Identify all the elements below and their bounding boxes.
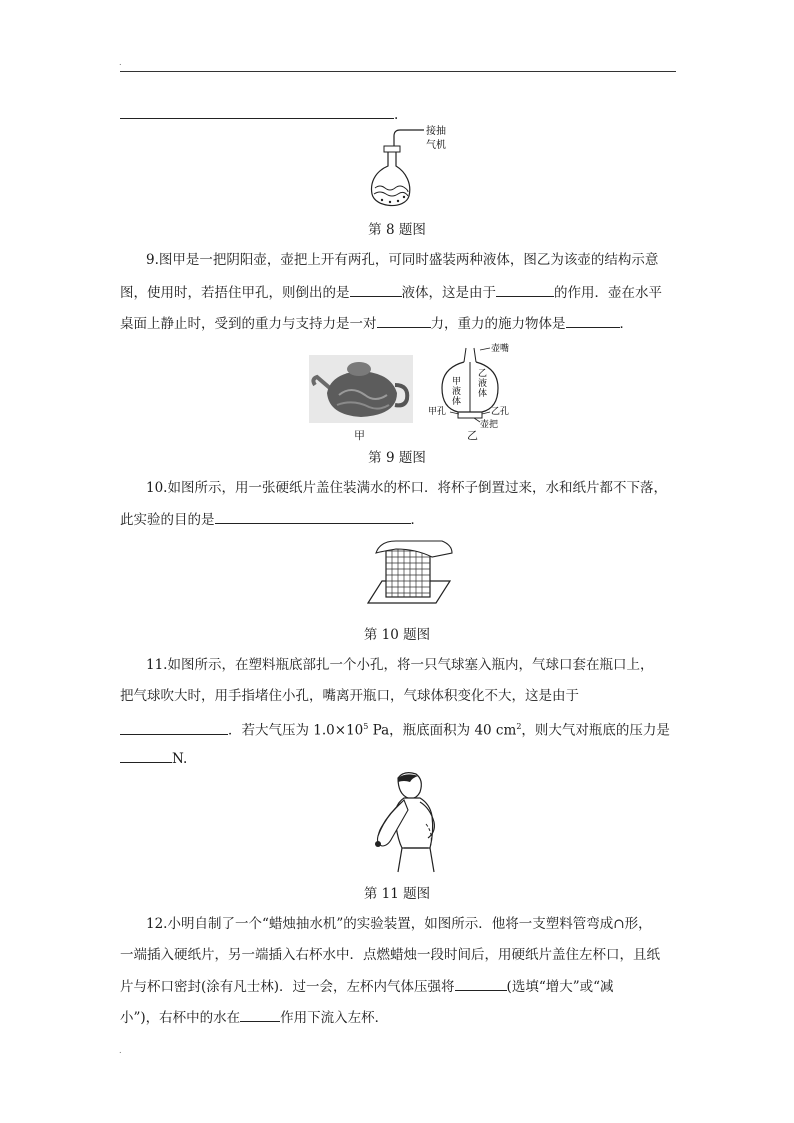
q10-line-2: 此实验的目的是 ． bbox=[120, 509, 424, 530]
q8-end-punct: . bbox=[394, 107, 399, 123]
label-jia-hole: 甲孔 bbox=[428, 407, 447, 417]
q12-blank-1 bbox=[455, 976, 507, 991]
q11-boy-figure bbox=[368, 768, 448, 878]
spout-lines bbox=[464, 348, 476, 362]
svg-text:液: 液 bbox=[478, 379, 488, 389]
q8-label-connect: 接抽 bbox=[426, 126, 446, 137]
q9-line-3: 桌面上静止时，受到的重力与支持力是一对 力，重力的施力物体是 ． bbox=[120, 313, 633, 334]
q9-line-2: 图，使用时，若捂住甲孔，则倒出的是 液体，这是由于 的作用．壶在水平 bbox=[120, 282, 662, 303]
q10-line-1: 10.如图所示，用一张硬纸片盖住装满水的杯口．将杯子倒置过来，水和纸片都不下落， bbox=[146, 480, 667, 496]
flask-tube bbox=[394, 130, 424, 146]
q12-line-3: 片与杯口密封(涂有凡士林)．过一会，左杯内气体压强将 (选填“增大”或“减 bbox=[120, 976, 614, 997]
q10-caption: 第 10 题图 bbox=[363, 627, 431, 643]
q9-blank-1 bbox=[350, 282, 402, 297]
q8-flask-figure bbox=[360, 122, 460, 214]
label-yi-hole: 乙孔 bbox=[491, 407, 510, 417]
teapot-lid bbox=[347, 362, 371, 376]
water-wave bbox=[374, 192, 408, 196]
q9-structure-diagram bbox=[428, 336, 518, 436]
q8-caption: 第 8 题图 bbox=[368, 222, 426, 238]
q11-line-2: 把气球吹大时，用手指堵住小孔，嘴离开瓶口，气球体积变化不大，这是由于 bbox=[120, 688, 579, 704]
q12-blank-2 bbox=[240, 1007, 280, 1022]
q11-blank-2 bbox=[120, 748, 172, 763]
header-rule bbox=[120, 71, 676, 72]
footer-mark: . bbox=[119, 1046, 122, 1055]
bottle-hole bbox=[375, 841, 381, 847]
q11-caption: 第 11 题图 bbox=[363, 886, 431, 902]
label-handle: 壶把 bbox=[480, 420, 499, 430]
svg-text:体: 体 bbox=[478, 389, 488, 399]
q9-blank-4 bbox=[566, 313, 620, 328]
q12-line-2: 一端插入硬纸片，另一端插入右杯水中．点燃蜡烛一段时间后，用硬纸片盖住左杯口，且纸 bbox=[120, 947, 660, 963]
handle-base bbox=[458, 412, 482, 418]
q12-line-1: 12.小明自制了一个“蜡烛抽水机”的实验装置，如图所示．他将一支塑料管弯成∩形， bbox=[146, 916, 652, 932]
q11-blank-1 bbox=[120, 720, 228, 735]
q11-line-4: N. bbox=[120, 748, 187, 769]
q8-answer-line bbox=[120, 104, 398, 125]
q9-line-1: 9.图甲是一把阴阳壶，壶把上开有两孔，可同时盛装两种液体，图乙为该壶的结构示意 bbox=[146, 252, 659, 268]
q8-blank bbox=[120, 104, 394, 119]
header-mark: . bbox=[119, 58, 122, 67]
q9-caption: 第 9 题图 bbox=[368, 450, 426, 466]
svg-text:液: 液 bbox=[452, 387, 462, 397]
svg-text:体: 体 bbox=[452, 397, 462, 407]
q9-teapot-photo bbox=[309, 355, 413, 423]
q10-blank bbox=[215, 509, 411, 524]
label-spout: 壶嘴 bbox=[491, 344, 510, 354]
q11-line-3: ．若大气压为 $1.0\times 10^5$ Pa，瓶底面积为 40 $cm^2$，则大气对瓶底的压力是 bbox=[120, 717, 670, 741]
q9-fig-jia-label: 甲 bbox=[354, 429, 365, 442]
flask-stopper bbox=[384, 146, 400, 152]
q11-line-1: 11.如图所示，在塑料瓶底部扎一个小孔，将一只气球塞入瓶内，气球口套在瓶口上， bbox=[146, 657, 654, 673]
q12-line-4: 小”)，右杯中的水在 作用下流入左杯． bbox=[120, 1007, 388, 1028]
svg-text:甲: 甲 bbox=[452, 377, 462, 387]
q8-label-pump: 气机 bbox=[426, 140, 446, 151]
q9-blank-3 bbox=[377, 313, 431, 328]
q10-cup-figure bbox=[356, 535, 456, 611]
legs bbox=[398, 848, 434, 872]
water-surface bbox=[375, 186, 408, 192]
q9-fig-yi-label: 乙 bbox=[467, 429, 478, 442]
q9-blank-2 bbox=[496, 282, 554, 297]
svg-text:乙: 乙 bbox=[478, 369, 488, 379]
